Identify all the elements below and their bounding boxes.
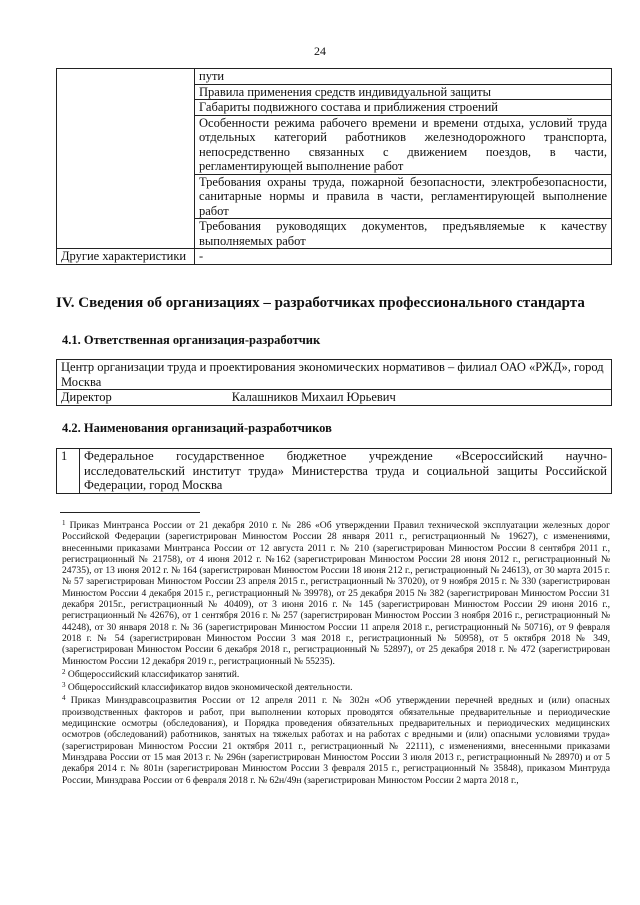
footnote-text: Приказ Минздравсоцразвития России от 12 апреля 2011 г. № 302н «Об утверждении перечней вредных и (или) опасных производственных факторов и работ, при выполнении которых проводятся обязательные предварительные и периодические медицинские осмотры (обследования), и Порядка проведения обязательных предварительных и периодических медицинских осмотров (обследований) работников, занятых на тяжелых работах и на работах с вредными и (или) опасными условиями труда» (зарегистрирован Минюстом России 21 октября 2011 г., регистрационный № 22111), с изменениями, внесенными приказами Минздрава России от 15 мая 2013 г. № 296н (зарегистрирован Минюстом России 3 июля 2013 г., регистрационный № 28970) и от 5 декабря 2014 г. № 801н (зарегистрирован Минюстом России 3 февраля 2015 г., регистрационный № 35848), приказом Минтруда России, Минздрава России от 6 февраля 2018 г. № 62н/49н (зарегистрирован Минюстом России 2 марта 2018 г., <box>62 695 610 786</box>
other-characteristics-label: Другие характеристики <box>57 249 195 265</box>
table-cell: Требования руководящих документов, предъявляемые к качеству выполняемых работ <box>195 219 612 249</box>
table-cell: пути <box>195 69 612 85</box>
director-label: Директор <box>61 390 112 404</box>
footnote <box>62 518 610 667</box>
developer-name: Федеральное государственное бюджетное учреждение «Всероссийский научно-исследовательский институт труда» Министерства труда и социальной защиты Российской Федерации, город Москва <box>80 449 612 494</box>
table-row <box>57 360 612 390</box>
developers-table <box>56 448 612 494</box>
org-name: Центр организации труда и проектирования экономических нормативов – филиал ОАО «РЖД», город Москва <box>57 360 612 390</box>
footnote-text: Общероссийский классификатор занятий. <box>67 668 240 680</box>
footnote <box>62 667 610 680</box>
footnote-mark: 1 <box>62 519 66 527</box>
subsection-title-responsible: 4.1. Ответственная организация-разработчик <box>62 333 321 347</box>
table-cell: Габариты подвижного состава и приближения строений <box>195 100 612 116</box>
director-name: Калашников Михаил Юрьевич <box>231 390 396 404</box>
table-cell-empty <box>57 69 195 249</box>
footnote-mark: 3 <box>62 681 66 690</box>
subsection-title-developers: 4.2. Наименования организаций-разработчиков <box>62 421 332 435</box>
footnote-mark: 4 <box>62 694 66 703</box>
other-characteristics-value: - <box>195 249 612 265</box>
footnote-text: Общероссийский классификатор видов экономической деятельности. <box>67 682 353 694</box>
developer-number: 1 <box>57 449 80 494</box>
footnote-text: Приказ Минтранса России от 21 декабря 2010 г. № 286 «Об утверждении Правил технической эксплуатации железных дорог Российской Федерации (зарегистрирован Минюстом России 28 января 2011 г., регистрационный № 19627), с изменениями, внесенными приказами Минтранса России от 12 августа 2011 г. № 210 (зарегистрирован Минюстом России 8 сентября 2011 г., регистрационный № 21758), от 4 июня 2012 г. №162 (зарегистрирован Минюстом России 28 июня 2012 г., регистрационный № 24735), от 13 июня 2012 г. № 164 (зарегистрирован Минюстом России 18 июня 212 г., регистрационный № 24613), от 30 марта 2015 г. № 57 зарегистрирован Минюстом России 23 апреля 2015 г., регистрационный № 37020), от 9 ноября 2015 г. № 330 (зарегистрирован Минюстом России 4 декабря 2015 г., регистрационный № 39978), от 25 декабря 2015 № 382 (зарегистрирован Минюстом России 31 декабря 2015г., регистрационный № 40409), от 3 июня 2016 г. № 145 (зарегистрирован Минюстом России 29 июня 2016 г., регистрационный № 42676), от 1 сентября 2016 г. № 257 (зарегистрирован Минюстом России 3 ноября 2016 г., регистрационный № 44248), от 30 января 2018 г. № 36 (зарегистрирован Минюстом России 11 апреля 2018 г., регистрационный № 50716), от 9 февраля 2018 г. № 54 (зарегистрирован Минюстом России 3 мая 2018 г., регистрационный № 50958), от 5 октября 2018 № 349, (зарегистрирован Минюстом России 6 декабря 2018 г., регистрационный № 52897), от 25 декабря 2018 г. № 472 (зарегистрирован Минюстом России 12 декабря 2019 г., регистрационный № 55235). <box>62 520 611 667</box>
footnote <box>62 693 610 785</box>
table-row <box>57 69 612 85</box>
table-cell: Правила применения средств индивидуальной защиты <box>195 84 612 100</box>
footnote <box>62 680 610 693</box>
table-row <box>57 390 612 406</box>
footnote-divider <box>60 512 200 513</box>
footnotes <box>62 518 610 786</box>
responsible-org-table <box>56 359 612 406</box>
section-title: IV. Сведения об организациях – разработчиках профессионального стандарта <box>56 295 585 311</box>
table-cell: Особенности режима рабочего времени и времени отдыха, условий труда отдельных категорий работников железнодорожного транспорта, непосредственно связанных с движением поездов, в части, регламентирующей выполнение работ <box>195 115 612 174</box>
footnote-mark: 2 <box>62 667 66 676</box>
director-cell <box>57 390 612 406</box>
page-number: 24 <box>314 44 326 58</box>
characteristics-table <box>56 68 612 265</box>
table-row <box>57 449 612 494</box>
table-cell: Требования охраны труда, пожарной безопасности, электробезопасности, санитарные нормы и правила в части, регламентирующей выполнение работ <box>195 174 612 219</box>
table-row-other <box>57 249 612 265</box>
